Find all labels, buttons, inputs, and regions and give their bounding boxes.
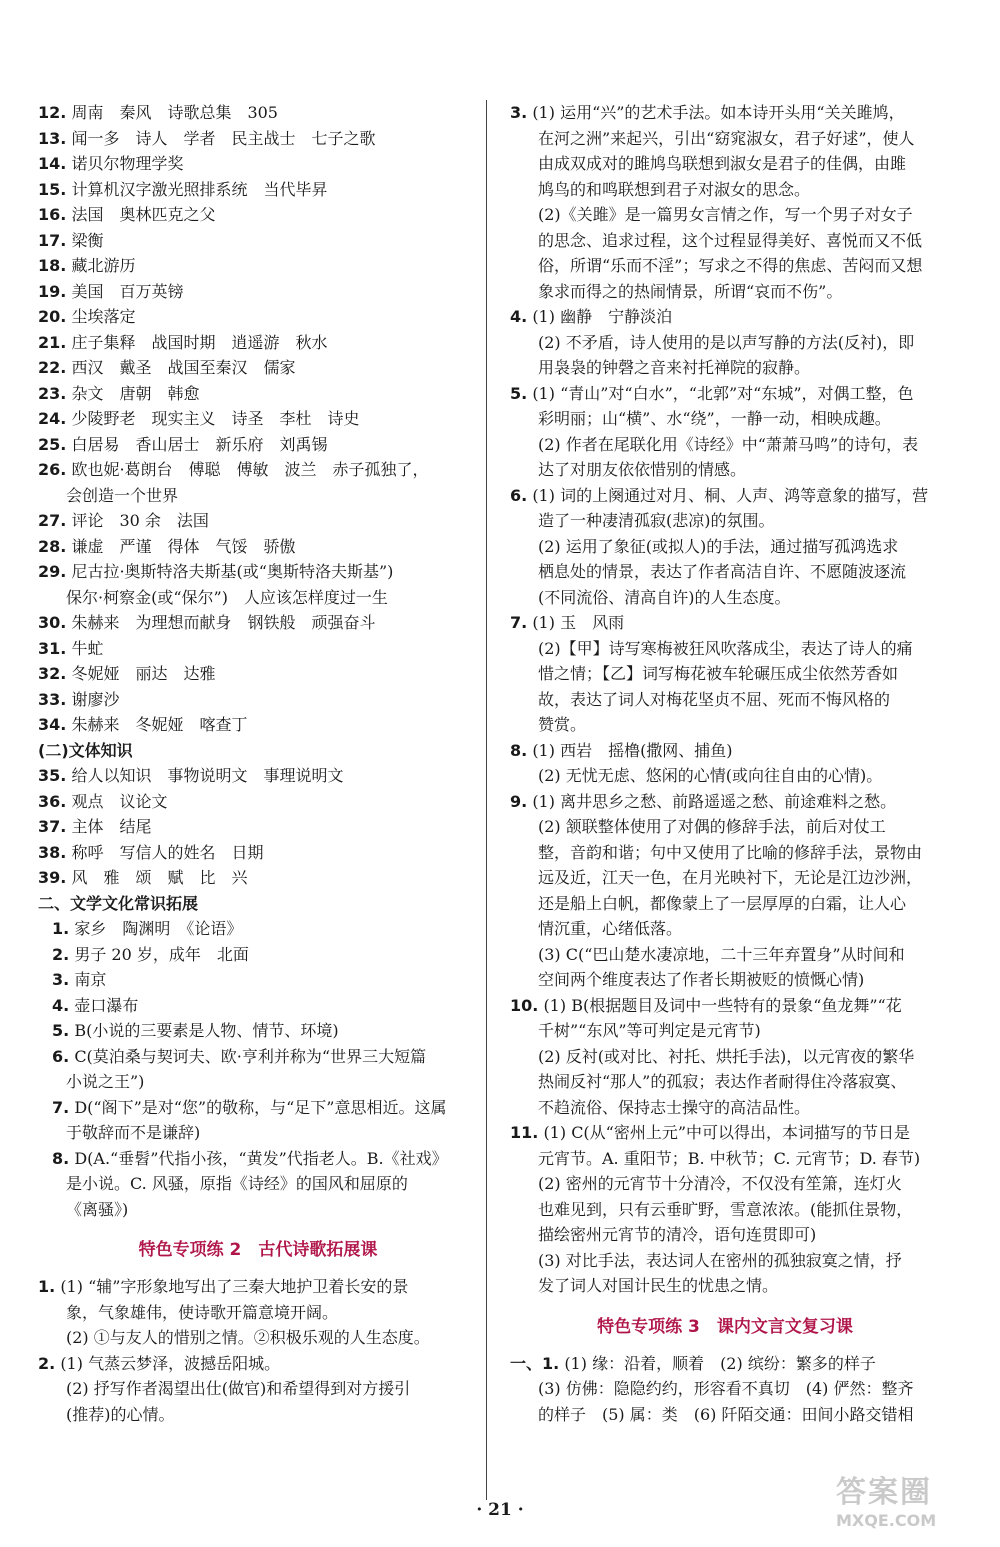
answer-text: (1) 西岩 摇橹(撒网、捕鱼) bbox=[532, 740, 733, 760]
answer-line bbox=[38, 355, 478, 381]
answer-number: 18. bbox=[38, 256, 67, 275]
answer-number: 20. bbox=[38, 307, 67, 326]
answer-text: 热闹反衬“那人”的孤寂；表达作者耐得住冷落寂寞、 bbox=[538, 1072, 907, 1091]
answer-line bbox=[510, 865, 940, 891]
answer-text: 壶口瀑布 bbox=[74, 995, 139, 1015]
answer-line bbox=[38, 661, 478, 687]
answer-number: 1. bbox=[38, 1277, 56, 1296]
section-heading bbox=[38, 891, 478, 917]
answer-line bbox=[38, 432, 478, 458]
answer-line bbox=[510, 585, 940, 611]
answer-text: 诺贝尔物理学奖 bbox=[71, 154, 184, 173]
answer-text: D(“阁下”是对“您”的敬称，与“足下”意思相近。这属 bbox=[74, 1097, 447, 1117]
answer-text: B(小说的三要素是人物、情节、环境) bbox=[74, 1021, 339, 1040]
answer-text: (1) 玉 风雨 bbox=[532, 613, 625, 632]
answer-text: 远及近，江天一色，在月光映衬下，无论是江边沙洲， bbox=[538, 868, 923, 887]
answer-text: 家乡 陶渊明 《论语》 bbox=[74, 919, 243, 938]
answer-text: (2) 不矛盾，诗人使用的是以声写静的方法(反衬)，即 bbox=[538, 332, 915, 352]
answer-number: 37. bbox=[38, 817, 67, 836]
answer-text: 也难见到，只有云垂旷野，雪意浓浓。(能抓住景物， bbox=[538, 1199, 913, 1219]
section-heading bbox=[38, 738, 478, 764]
answer-line bbox=[510, 228, 940, 254]
answer-line bbox=[510, 330, 940, 356]
answer-number: 16. bbox=[38, 205, 67, 224]
answer-text: 会创造一个世界 bbox=[66, 485, 179, 505]
answer-number: 5. bbox=[510, 383, 528, 403]
answer-line bbox=[38, 1069, 478, 1095]
answer-text: 千树”“东风”等可判定是元宵节) bbox=[538, 1021, 761, 1040]
right-column bbox=[510, 100, 940, 1427]
answer-line bbox=[510, 1120, 940, 1146]
answer-number: 36. bbox=[38, 791, 67, 811]
answer-text: (3) C(“巴山楚水凄凉地，二十三年弃置身”从时间和 bbox=[538, 944, 905, 964]
answer-text: (1) 词的上阕通过对月、桐、人声、鸿等意象的描写，营 bbox=[532, 485, 929, 505]
answer-text: (1) 运用“兴”的艺术手法。如本诗开头用“关关雎鸠， bbox=[532, 103, 905, 122]
answer-text: 给人以知识 事物说明文 事理说明文 bbox=[71, 766, 344, 785]
answer-line bbox=[510, 406, 940, 432]
answer-text: (2) 作者在尾联化用《诗经》中“萧萧马鸣”的诗句，表 bbox=[538, 434, 919, 454]
answer-number: 33. bbox=[38, 689, 67, 709]
answer-number: 22. bbox=[38, 358, 67, 377]
answer-text: 惜之情；【乙】词写梅花被车轮碾压成尘依然芳香如 bbox=[538, 664, 899, 683]
answer-line bbox=[510, 840, 940, 866]
left-answer-list bbox=[38, 100, 478, 1222]
answer-text: 在河之洲”来起兴，引出“窈窕淑女，君子好逑”，使人 bbox=[538, 128, 915, 148]
answer-line bbox=[510, 687, 940, 713]
answer-number: 8. bbox=[52, 1148, 70, 1168]
answer-line bbox=[510, 1376, 940, 1402]
answer-line bbox=[38, 279, 478, 305]
answer-line bbox=[510, 916, 940, 942]
answer-line bbox=[38, 534, 478, 560]
answer-line bbox=[38, 1325, 478, 1351]
answer-line bbox=[510, 763, 940, 789]
answer-number: 4. bbox=[510, 307, 528, 326]
answer-line bbox=[38, 457, 478, 483]
answer-number: 6. bbox=[510, 485, 528, 505]
answer-text: 彩明丽；山“横”、水“绕”，一静一动，相映成趣。 bbox=[538, 409, 891, 428]
answer-text: (1) 气蒸云梦泽，波撼岳阳城。 bbox=[60, 1353, 281, 1373]
answer-line bbox=[510, 559, 940, 585]
answer-text: (2) 反衬(或对比、衬托、烘托手法)，以元宵夜的繁华 bbox=[538, 1046, 915, 1066]
answer-line bbox=[38, 202, 478, 228]
answer-text: (1) 幽静 宁静淡泊 bbox=[532, 307, 673, 326]
answer-line bbox=[38, 1018, 478, 1044]
answer-text: 《离骚》) bbox=[66, 1199, 129, 1219]
answer-line bbox=[510, 177, 940, 203]
answer-line bbox=[510, 993, 940, 1019]
answer-line bbox=[510, 942, 940, 968]
answer-line bbox=[510, 355, 940, 381]
answer-text: 造了一种凄清孤寂(悲凉)的氛围。 bbox=[538, 511, 775, 530]
answer-text: (1) C(从“密州上元”中可以得出，本词描写的节日是 bbox=[543, 1123, 911, 1142]
answer-text: 情沉重，心绪低落。 bbox=[538, 919, 683, 938]
answer-text: 空间两个维度表达了作者长期被贬的愤慨心情) bbox=[538, 970, 865, 989]
answer-text: 元宵节。A. 重阳节；B. 中秋节；C. 元宵节；D. 春节) bbox=[538, 1148, 921, 1168]
answer-line bbox=[510, 1351, 940, 1377]
answer-line bbox=[38, 1095, 478, 1121]
answer-text: 男子 20 岁，成年 北面 bbox=[74, 944, 249, 964]
answer-line bbox=[510, 1018, 940, 1044]
answer-text: 尘埃落定 bbox=[71, 307, 136, 326]
answer-line bbox=[38, 1120, 478, 1146]
answer-line bbox=[510, 304, 940, 330]
answer-text: 计算机汉字激光照排系统 当代毕昇 bbox=[71, 179, 328, 199]
answer-text: (2) 运用了象征(或拟人)的手法，通过描写孤鸿选求 bbox=[538, 536, 899, 556]
answer-line bbox=[510, 1095, 940, 1121]
answer-text: 藏北游历 bbox=[71, 256, 136, 275]
answer-text: 于敬辞而不是谦辞) bbox=[66, 1123, 201, 1142]
answer-text: 用袅袅的钟磬之音来衬托禅院的寂静。 bbox=[538, 358, 811, 377]
right-answer-list-3 bbox=[510, 1351, 940, 1428]
answer-text: 朱赫来 为理想而献身 钢铁般 顽强奋斗 bbox=[71, 613, 376, 632]
answer-text: 谢廖沙 bbox=[71, 689, 120, 709]
answer-line bbox=[38, 100, 478, 126]
answer-line bbox=[38, 330, 478, 356]
answer-line bbox=[510, 891, 940, 917]
answer-text: 达了对朋友依依惜别的情感。 bbox=[538, 460, 747, 479]
answer-text: 二、文学文化常识拓展 bbox=[38, 893, 199, 913]
answer-text: (1) “青山”对“白水”，“北郭”对“东城”，对偶工整，色 bbox=[532, 383, 914, 403]
right-answer-list bbox=[510, 100, 940, 1299]
answer-line bbox=[510, 814, 940, 840]
answer-line bbox=[510, 610, 940, 636]
answer-text: (2) ①与友人的惜别之情。②积极乐观的人生态度。 bbox=[66, 1328, 430, 1347]
answer-number: 31. bbox=[38, 638, 67, 658]
answer-text: 保尔·柯察金(或“保尔”) 人应该怎样度过一生 bbox=[66, 587, 388, 607]
answer-text: 谦虚 严谨 得体 气馁 骄傲 bbox=[71, 536, 296, 556]
answer-line bbox=[510, 126, 940, 152]
answer-line bbox=[38, 483, 478, 509]
answer-line bbox=[38, 1171, 478, 1197]
answer-number: 27. bbox=[38, 511, 67, 530]
answer-text: 庄子集释 战国时期 逍遥游 秋水 bbox=[71, 332, 328, 352]
answer-text: 称呼 写信人的姓名 日期 bbox=[71, 842, 264, 862]
answer-line bbox=[510, 253, 940, 279]
answer-number: 14. bbox=[38, 154, 67, 173]
answer-text: (2)【甲】诗写寒梅被狂风吹落成尘，表达了诗人的痛 bbox=[538, 638, 913, 658]
answer-line bbox=[38, 610, 478, 636]
answer-text: 赞赏。 bbox=[538, 715, 587, 734]
answer-text: 是小说。C. 风骚，原指《诗经》的国风和屈原的 bbox=[66, 1174, 408, 1193]
answer-number: 9. bbox=[510, 791, 528, 811]
answer-line bbox=[510, 279, 940, 305]
answer-line bbox=[510, 151, 940, 177]
answer-line bbox=[510, 1273, 940, 1299]
answer-text: (1) 离井思乡之愁、前路遥遥之愁、前途难料之愁。 bbox=[532, 791, 897, 811]
answer-line bbox=[38, 559, 478, 585]
column-divider bbox=[486, 100, 487, 1500]
answer-line bbox=[38, 1044, 478, 1070]
answer-number: 24. bbox=[38, 409, 67, 428]
answer-text: 梁衡 bbox=[71, 230, 104, 250]
answer-text: 发了词人对国计民生的忧患之情。 bbox=[538, 1276, 779, 1295]
left-column bbox=[38, 100, 478, 1427]
answer-number: 26. bbox=[38, 460, 67, 479]
answer-text: 主体 结尾 bbox=[71, 817, 152, 836]
answer-line bbox=[510, 967, 940, 993]
answer-text: 风 雅 颂 赋 比 兴 bbox=[71, 868, 248, 887]
answer-text: (1) 缘：沿着，顺着 (2) 缤纷：繁多的样子 bbox=[564, 1353, 876, 1373]
answer-number: 39. bbox=[38, 868, 67, 887]
answer-line bbox=[510, 1222, 940, 1248]
answer-number: 7. bbox=[510, 613, 528, 632]
answer-text: 西汉 戴圣 战国至秦汉 儒家 bbox=[71, 358, 296, 377]
answer-text: 描绘密州元宵节的清冷，语句连贯即可) bbox=[538, 1225, 817, 1244]
answer-line bbox=[510, 1069, 940, 1095]
answer-number: 12. bbox=[38, 103, 67, 122]
answer-line bbox=[510, 508, 940, 534]
answer-text: (2) 颔联整体使用了对偶的修辞手法，前后对仗工 bbox=[538, 817, 886, 836]
answer-text: 法国 奥林匹克之父 bbox=[71, 205, 216, 224]
answer-line bbox=[38, 1274, 478, 1300]
answer-line bbox=[38, 763, 478, 789]
answer-line bbox=[38, 228, 478, 254]
answer-number: 13. bbox=[38, 128, 67, 148]
answer-line bbox=[510, 1197, 940, 1223]
answer-number: 3. bbox=[52, 970, 70, 989]
answer-number: 2. bbox=[52, 944, 70, 964]
answer-number: 28. bbox=[38, 536, 67, 556]
answer-text: 鸠鸟的和鸣联想到君子对淑女的思念。 bbox=[538, 179, 811, 199]
answer-line bbox=[510, 1402, 940, 1428]
answer-text: 尼古拉·奥斯特洛夫斯基(或“奥斯特洛夫斯基”) bbox=[71, 562, 394, 581]
answer-text: (1) B(根据题目及词中一些特有的景象“鱼龙舞”“花 bbox=[543, 995, 902, 1015]
answer-line bbox=[38, 253, 478, 279]
answer-number: 17. bbox=[38, 230, 67, 250]
answer-number: 3. bbox=[510, 103, 528, 122]
answer-text: (3) 对比手法，表达词人在密州的孤独寂寞之情，抒 bbox=[538, 1250, 902, 1270]
answer-line bbox=[510, 457, 940, 483]
answer-text: C(莫泊桑与契诃夫、欧·亨利并称为“世界三大短篇 bbox=[74, 1046, 427, 1066]
answer-line bbox=[510, 1248, 940, 1274]
page-number: · 21 · bbox=[476, 1500, 524, 1520]
answer-number: 25. bbox=[38, 434, 67, 454]
watermark-logo bbox=[836, 1467, 986, 1537]
answer-number: 1. bbox=[52, 919, 70, 938]
answer-line bbox=[510, 1044, 940, 1070]
answer-line bbox=[510, 712, 940, 738]
answer-number: 2. bbox=[38, 1353, 56, 1373]
section-title-3: 特色专项练 3 课内文言文复习课 bbox=[597, 1316, 853, 1337]
answer-line bbox=[38, 585, 478, 611]
answer-number: 30. bbox=[38, 613, 67, 632]
answer-number: 6. bbox=[52, 1046, 70, 1066]
answer-number: 11. bbox=[510, 1123, 539, 1142]
answer-line bbox=[38, 1300, 478, 1326]
answer-text: 牛虻 bbox=[71, 638, 104, 658]
answer-line bbox=[510, 789, 940, 815]
answer-line bbox=[510, 661, 940, 687]
answer-line bbox=[510, 1146, 940, 1172]
answer-text: (二)文体知识 bbox=[38, 740, 133, 760]
answer-line bbox=[38, 814, 478, 840]
answer-text: 观点 议论文 bbox=[71, 791, 168, 811]
answer-line bbox=[38, 942, 478, 968]
answer-line bbox=[510, 202, 940, 228]
answer-text: (3) 仿佛：隐隐约约，形容看不真切 (4) 俨然：整齐 bbox=[538, 1379, 914, 1398]
answer-number: 19. bbox=[38, 281, 67, 301]
answer-number: 10. bbox=[510, 995, 539, 1015]
answer-text: 白居易 香山居士 新乐府 刘禹锡 bbox=[71, 434, 328, 454]
answer-text: 周南 秦风 诗歌总集 305 bbox=[71, 103, 278, 122]
answer-line bbox=[38, 840, 478, 866]
answer-line bbox=[38, 1402, 478, 1428]
answer-line bbox=[510, 534, 940, 560]
answer-text: 栖息处的情景，表达了作者高洁自许、不愿随波逐流 bbox=[538, 562, 907, 581]
answer-text: (2) 抒写作者渴望出仕(做官)和希望得到对方援引 bbox=[66, 1379, 411, 1398]
answer-text: (2) 无忧无虑、悠闲的心情(或向往自由的心情)。 bbox=[538, 766, 883, 785]
answer-number: 32. bbox=[38, 664, 67, 683]
answer-line bbox=[510, 432, 940, 458]
answer-line bbox=[38, 967, 478, 993]
answer-number: 35. bbox=[38, 766, 67, 785]
answer-text: 朱赫来 冬妮娅 喀查丁 bbox=[71, 715, 248, 734]
answer-number: 23. bbox=[38, 383, 67, 403]
answer-line bbox=[510, 483, 940, 509]
answer-line bbox=[38, 1197, 478, 1223]
answer-text: 南京 bbox=[74, 970, 107, 989]
answer-text: (2)《关雎》是一篇男女言情之作，写一个男子对女子 bbox=[538, 205, 913, 224]
answer-text: (2) 密州的元宵节十分清冷，不仅没有笙箫，连灯火 bbox=[538, 1174, 902, 1193]
answer-line bbox=[510, 636, 940, 662]
answer-text: 象，气象雄伟，使诗歌开篇意境开阔。 bbox=[66, 1302, 339, 1322]
answer-text: 美国 百万英镑 bbox=[71, 281, 184, 301]
answer-text: 闻一多 诗人 学者 民主战士 七子之歌 bbox=[71, 128, 376, 148]
answer-text: 杂文 唐朝 韩愈 bbox=[71, 383, 200, 403]
answer-line bbox=[38, 151, 478, 177]
answer-line bbox=[38, 865, 478, 891]
answer-line bbox=[38, 126, 478, 152]
answer-text: 的思念、追求过程，这个过程显得美好、喜悦而又不低 bbox=[538, 230, 923, 250]
left-answer-list-2 bbox=[38, 1274, 478, 1427]
answer-number: 4. bbox=[52, 995, 70, 1015]
answer-text: 小说之王”) bbox=[66, 1072, 145, 1091]
answer-text: 冬妮娅 丽达 达雅 bbox=[71, 664, 216, 683]
answer-number: 34. bbox=[38, 715, 67, 734]
answer-line bbox=[38, 636, 478, 662]
answer-text: 整，音韵和谐；句中又使用了比喻的修辞手法，景物由 bbox=[538, 842, 923, 862]
section-title-2: 特色专项练 2 古代诗歌拓展课 bbox=[138, 1240, 378, 1260]
answer-text: D(A.“垂髫”代指小孩，“黄发”代指老人。B.《社戏》 bbox=[74, 1148, 448, 1168]
watermark-main: 答案圈 bbox=[836, 1475, 932, 1510]
answer-line bbox=[38, 1351, 478, 1377]
answer-text: (推荐)的心情。 bbox=[66, 1404, 175, 1424]
answer-number: 21. bbox=[38, 332, 67, 352]
answer-line bbox=[38, 177, 478, 203]
answer-text: 由成双成对的雎鸠鸟联想到淑女是君子的佳偶，由雎 bbox=[538, 154, 907, 173]
answer-number: 29. bbox=[38, 562, 67, 581]
answer-text: 少陵野老 现实主义 诗圣 李杜 诗史 bbox=[71, 409, 360, 428]
answer-text: 俗，所谓“乐而不淫”；写求之不得的焦虑、苦闷而又想 bbox=[538, 256, 923, 275]
answer-line bbox=[38, 916, 478, 942]
answer-number: 15. bbox=[38, 179, 67, 199]
answer-number: 38. bbox=[38, 842, 67, 862]
answer-text: 欧也妮·葛朗台 傅聪 傅敏 波兰 赤子孤独了， bbox=[71, 460, 429, 479]
answer-line bbox=[38, 304, 478, 330]
answer-line bbox=[510, 100, 940, 126]
answer-line bbox=[38, 1376, 478, 1402]
answer-line bbox=[38, 687, 478, 713]
answer-number: 8. bbox=[510, 740, 528, 760]
answer-text: 故，表达了词人对梅花坚贞不屈、死而不悔风格的 bbox=[538, 689, 891, 709]
answer-text: 不趋流俗、保持志士操守的高洁品性。 bbox=[538, 1097, 811, 1117]
answer-line bbox=[38, 789, 478, 815]
answer-line bbox=[38, 508, 478, 534]
answer-text: (不同流俗、清高自许)的人生态度。 bbox=[538, 587, 791, 607]
answer-line bbox=[38, 712, 478, 738]
answer-line bbox=[510, 1171, 940, 1197]
answer-line bbox=[38, 993, 478, 1019]
answer-text: 还是船上白帆，都像蒙上了一层厚厚的白霜，让人心 bbox=[538, 893, 907, 913]
answer-text: (1) “辅”字形象地写出了三秦大地护卫着长安的景 bbox=[60, 1277, 409, 1296]
answer-line bbox=[38, 381, 478, 407]
answer-number: 7. bbox=[52, 1097, 70, 1117]
answer-text: 的样子 (5) 属：类 (6) 阡陌交通：田间小路交错相 bbox=[538, 1404, 914, 1424]
answer-text: 评论 30 余 法国 bbox=[71, 511, 209, 530]
answer-number: 一、1. bbox=[510, 1353, 560, 1373]
answer-line bbox=[38, 1146, 478, 1172]
watermark-sub: MXQE.COM bbox=[836, 1511, 937, 1530]
answer-line bbox=[38, 406, 478, 432]
answer-number: 5. bbox=[52, 1021, 70, 1040]
answer-text: 象求而得之的热闹情景，所谓“哀而不伤”。 bbox=[538, 281, 843, 301]
answer-line bbox=[510, 381, 940, 407]
answer-line bbox=[510, 738, 940, 764]
